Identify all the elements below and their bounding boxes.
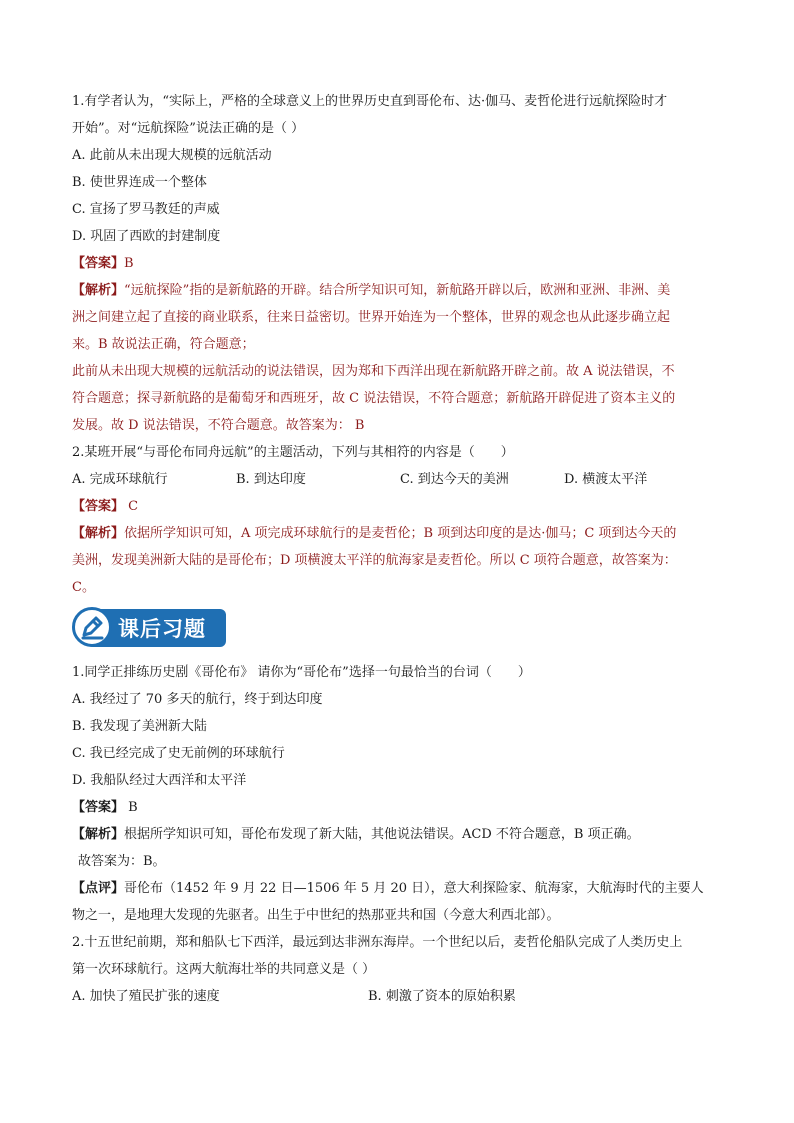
s2-q2-stem-line2: 第一次环球航行。这两大航海壮举的共同意义是（ ） [72,962,376,977]
answer-value: C [124,499,139,514]
s2-q1-answer [72,794,728,821]
answer-value: B [124,800,138,815]
s2-q1-analysis [72,821,728,848]
answer-label: 【答案】 [72,499,125,514]
s2-q1-comment-line2: 物之一，是地理大发现的先驱者。出生于中世纪的热那亚共和国（今意大利西北部）。 [72,908,560,923]
analysis-text: “远航探险”指的是新航路的开辟。结合所学知识可知，新航路开辟以后，欧洲和亚洲、非洲、美 [124,283,671,298]
answer-value: B [124,256,134,271]
section-banner [72,607,728,651]
comment-text: 哥伦布（1452 年 9 月 22 日—1506 年 5 月 20 日），意大利探险家、航海家，大航海时代的主要人 [124,881,704,896]
answer-label: 【答案】 [72,800,125,815]
q2-stem: 2.某班开展“与哥伦布同舟远航”的主题活动，下列与其相符的内容是（ ） [72,445,514,460]
s2-q2-options [72,983,728,1010]
answer-label: 【答案】 [72,256,125,271]
s2-q2-option-a: A. 加快了殖民扩张的速度 [72,989,220,1004]
s2-q2-stem-line1: 2.十五世纪前期，郑和船队七下西洋，最远到达非洲东海岸。一个世纪以后，麦哲伦船队完成了人类历史上 [72,935,683,950]
q2-option-a: A. 完成环球航行 [72,472,168,487]
q1-analysis-line5: 符合题意；探寻新航路的是葡萄牙和西班牙，故 C 说法错误，不符合题意；新航路开辟促进了资本主义的 [72,391,676,406]
document-page [72,88,728,1010]
s2-q1-final: 故答案为：B。 [78,854,166,869]
q2-option-d: D. 横渡太平洋 [564,472,648,487]
q1-analysis-line3: 来。B 故说法正确，符合题意； [72,337,255,352]
q2-options [72,466,728,493]
comment-label: 【点评】 [72,881,125,896]
q1-stem-line2: 开始”。对“远航探险”说法正确的是（ ） [72,121,305,136]
pencil-icon [72,607,112,647]
q2-option-c: C. 到达今天的美洲 [400,472,509,487]
q2-answer [72,493,728,520]
q2-option-b: B. 到达印度 [236,472,306,487]
s2-q1-stem: 1.同学正排练历史剧《哥伦布》 请你为“哥伦布”选择一句最恰当的台词（ ） [72,665,531,680]
q2-analysis-line1 [72,520,728,547]
q1-answer [72,250,728,277]
q2-analysis-line3: C。 [72,580,95,595]
s2-q1-option-c: C. 我已经完成了史无前例的环球航行 [72,746,285,761]
analysis-text: 依据所学知识可知，A 项完成环球航行的是麦哲伦；B 项到达印度的是达·伽马；C 项到达今天的 [124,526,677,541]
analysis-text: 根据所学知识可知，哥伦布发现了新大陆，其他说法错误。ACD 不符合题意，B 项正确。 [124,827,640,842]
q1-option-a: A. 此前从未出现大规模的远航活动 [72,148,272,163]
q1-option-c: C. 宣扬了罗马教廷的声威 [72,202,220,217]
banner-title: 课后习题 [118,617,206,641]
analysis-label: 【解析】 [72,526,125,541]
q1-analysis-line6: 发展。故 D 说法错误，不符合题意。故答案为： B [72,418,365,433]
q1-analysis-line1 [72,277,728,304]
analysis-label: 【解析】 [72,283,125,298]
q2-analysis-line2: 美洲，发现美洲新大陆的是哥伦布；D 项横渡太平洋的航海家是麦哲伦。所以 C 项符合题意，故答案为： [72,553,677,568]
s2-q1-comment-line1 [72,875,728,902]
q1-analysis-line2: 洲之间建立起了直接的商业联系，往来日益密切。世界开始连为一个整体，世界的观念也从此逐步确立起 [72,310,671,325]
analysis-label: 【解析】 [72,827,125,842]
q1-option-b: B. 使世界连成一个整体 [72,175,207,190]
s2-q1-option-a: A. 我经过了 70 多天的航行，终于到达印度 [72,692,323,707]
s2-q1-option-b: B. 我发现了美洲新大陆 [72,719,207,734]
s2-q1-option-d: D. 我船队经过大西洋和太平洋 [72,773,247,788]
s2-q2-option-b: B. 刺激了资本的原始积累 [368,989,516,1004]
q1-option-d: D. 巩固了西欧的封建制度 [72,229,221,244]
q1-stem-line1: 1.有学者认为，“实际上，严格的全球意义上的世界历史直到哥伦布、达·伽马、麦哲伦进行远航探险时才 [72,94,668,109]
q1-analysis-line4: 此前从未出现大规模的远航活动的说法错误，因为郑和下西洋出现在新航路开辟之前。故 A 说法错误，不 [72,364,675,379]
